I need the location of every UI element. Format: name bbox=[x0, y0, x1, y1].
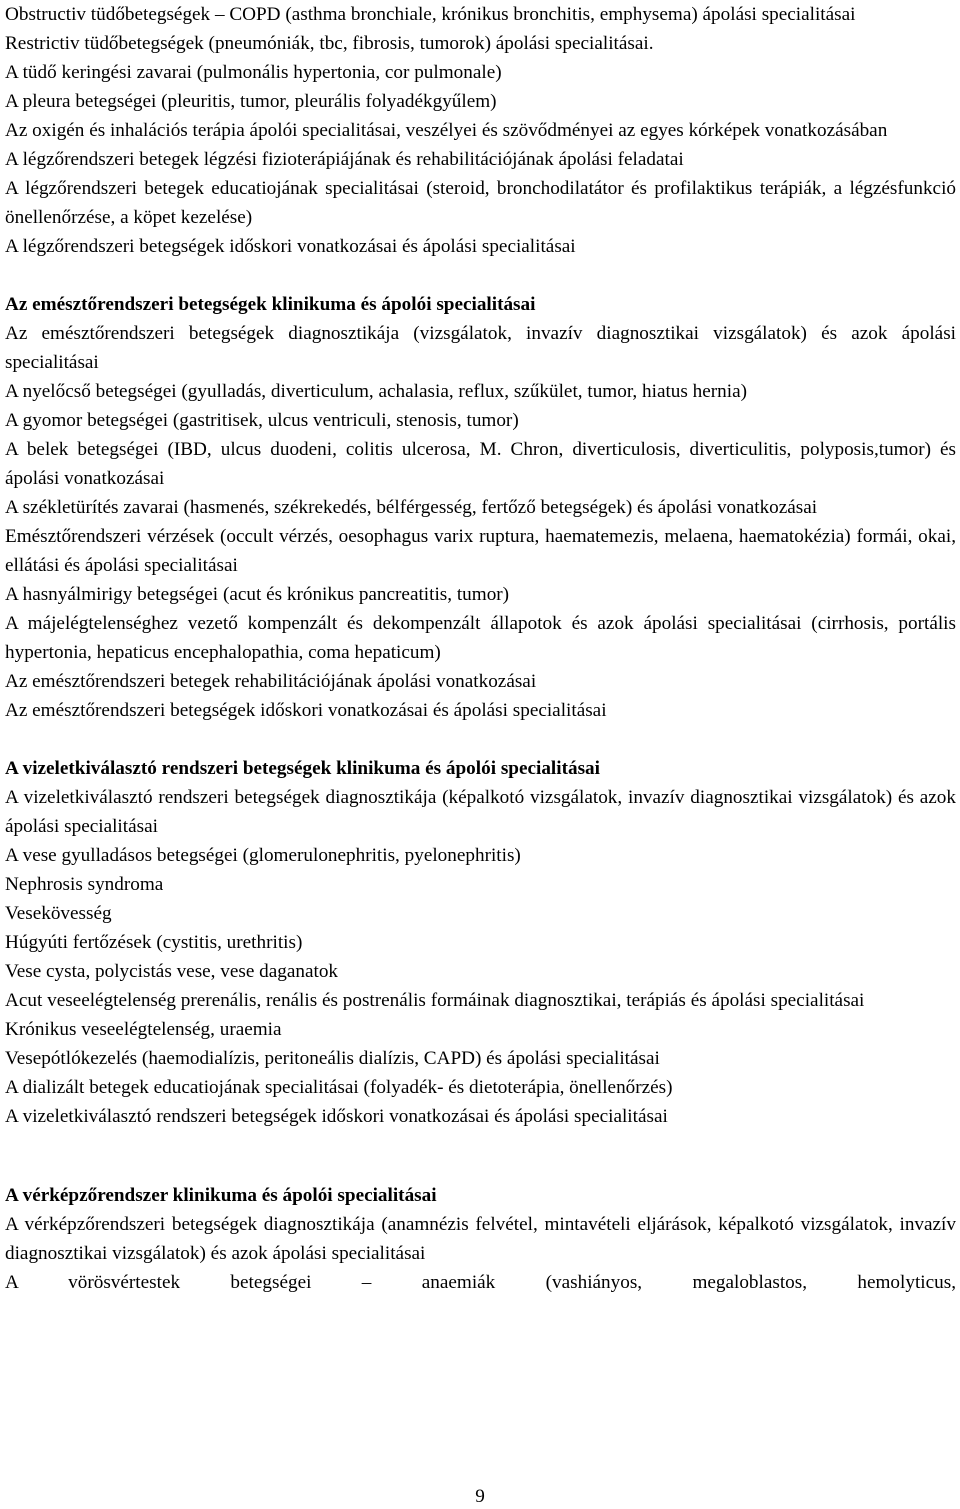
list-item: A gyomor betegségei (gastritisek, ulcus ventriculi, stenosis, tumor) bbox=[5, 410, 519, 431]
list-item: A székletürítés zavarai (hasmenés, székrekedés, bélférgesség, fertőző betegségek) és ápolási vonatkozásai bbox=[5, 497, 818, 518]
list-item: A légzőrendszeri betegek légzési fizioterápiájának és rehabilitációjának ápolási feladatai bbox=[5, 149, 684, 170]
page-number: 9 bbox=[475, 1486, 485, 1507]
list-item: Vesekövesség bbox=[5, 903, 112, 924]
list-item: A légzőrendszeri betegek educatiojának specialitásai (steroid, bronchodilatátor és profilaktikus terápiák, a légzésfunkció önellenőrzése, a köpet kezelése) bbox=[5, 178, 956, 228]
spacer bbox=[5, 725, 956, 754]
list-item: A vörösvértestek betegségei – anaemiák (vashiányos, megaloblastos, hemolyticus, bbox=[5, 1272, 956, 1293]
list-item: Emésztőrendszeri vérzések (occult vérzés, oesophagus varix ruptura, haematemezis, melaena, haematokézia) formái, okai, ellátási és ápolási specialitásai bbox=[5, 526, 956, 576]
section-heading: A vizeletkiválasztó rendszeri betegségek klinikuma és ápolói specialitásai bbox=[5, 758, 600, 779]
list-item: Az oxigén és inhalációs terápia ápolói specialitásai, veszélyei és szövődményei az egyes kórképek vonatkozásában bbox=[5, 120, 888, 141]
list-item: Vese cysta, polycistás vese, vese daganatok bbox=[5, 961, 339, 982]
section-heading: Az emésztőrendszeri betegségek klinikuma és ápolói specialitásai bbox=[5, 294, 536, 315]
spacer bbox=[5, 1131, 956, 1181]
list-item: Az emésztőrendszeri betegségek diagnosztikája (vizsgálatok, invazív diagnosztikai vizsgálatok) és azok ápolási specialitásai bbox=[5, 323, 956, 373]
section-heading: A vérképzőrendszer klinikuma és ápolói specialitásai bbox=[5, 1185, 437, 1206]
list-item: Vesepótlókezelés (haemodialízis, peritoneális dialízis, CAPD) és ápolási specialitásai bbox=[5, 1048, 660, 1069]
list-item: A tüdő keringési zavarai (pulmonális hypertonia, cor pulmonale) bbox=[5, 62, 502, 83]
list-item: Acut veseelégtelenség prerenális, renális és postrenális formáinak diagnosztikai, terápiás és ápolási specialitásai bbox=[5, 990, 865, 1011]
list-item: Nephrosis syndroma bbox=[5, 874, 164, 895]
section-hematopoietic bbox=[5, 1181, 956, 1297]
spacer bbox=[5, 261, 956, 290]
section-digestive bbox=[5, 290, 956, 725]
list-item: A májelégtelenséghez vezető kompenzált és dekompenzált állapotok és azok ápolási specialitásai (cirrhosis, portális hypertonia, hepaticus encephalopathia, coma hepaticum) bbox=[5, 613, 956, 663]
list-item: A belek betegségei (IBD, ulcus duodeni, colitis ulcerosa, M. Chron, diverticulosis, diverticulitis, polyposis,tumor) és ápolási vonatkozásai bbox=[5, 439, 956, 489]
list-item: A dializált betegek educatiojának specialitásai (folyadék- és dietoterápia, önellenőrzés) bbox=[5, 1077, 673, 1098]
list-item: Krónikus veseelégtelenség, uraemia bbox=[5, 1019, 282, 1040]
section-urinary bbox=[5, 754, 956, 1131]
list-item: A nyelőcső betegségei (gyulladás, diverticulum, achalasia, reflux, szűkület, tumor, hiatus hernia) bbox=[5, 381, 747, 402]
list-item: A légzőrendszeri betegségek időskori vonatkozásai és ápolási specialitásai bbox=[5, 236, 576, 257]
list-item: A vérképzőrendszeri betegségek diagnosztikája (anamnézis felvétel, mintavételi eljárások, képalkotó vizsgálatok, invazív diagnosztikai vizsgálatok) és azok ápolási specialitásai bbox=[5, 1214, 956, 1264]
list-item: A vizeletkiválasztó rendszeri betegségek időskori vonatkozásai és ápolási specialitásai bbox=[5, 1106, 668, 1127]
list-item: A hasnyálmirigy betegségei (acut és krónikus pancreatitis, tumor) bbox=[5, 584, 510, 605]
list-item: Az emésztőrendszeri betegségek időskori vonatkozásai és ápolási specialitásai bbox=[5, 700, 607, 721]
section-respiratory bbox=[5, 0, 956, 261]
list-item: A vizeletkiválasztó rendszeri betegségek diagnosztikája (képalkotó vizsgálatok, invazív diagnosztikai vizsgálatok) és azok ápolási specialitásai bbox=[5, 787, 956, 837]
list-item: Húgyúti fertőzések (cystitis, urethritis) bbox=[5, 932, 303, 953]
list-item: A pleura betegségei (pleuritis, tumor, pleurális folyadékgyűlem) bbox=[5, 91, 497, 112]
list-item: Az emésztőrendszeri betegek rehabilitációjának ápolási vonatkozásai bbox=[5, 671, 537, 692]
list-item: Obstructiv tüdőbetegségek – COPD (asthma bronchiale, krónikus bronchitis, emphysema) ápolási specialitásai bbox=[5, 4, 856, 25]
document-page bbox=[5, 0, 956, 1297]
list-item: A vese gyulladásos betegségei (glomerulonephritis, pyelonephritis) bbox=[5, 845, 521, 866]
list-item: Restrictiv tüdőbetegségek (pneumóniák, tbc, fibrosis, tumorok) ápolási specialitásai. bbox=[5, 33, 654, 54]
